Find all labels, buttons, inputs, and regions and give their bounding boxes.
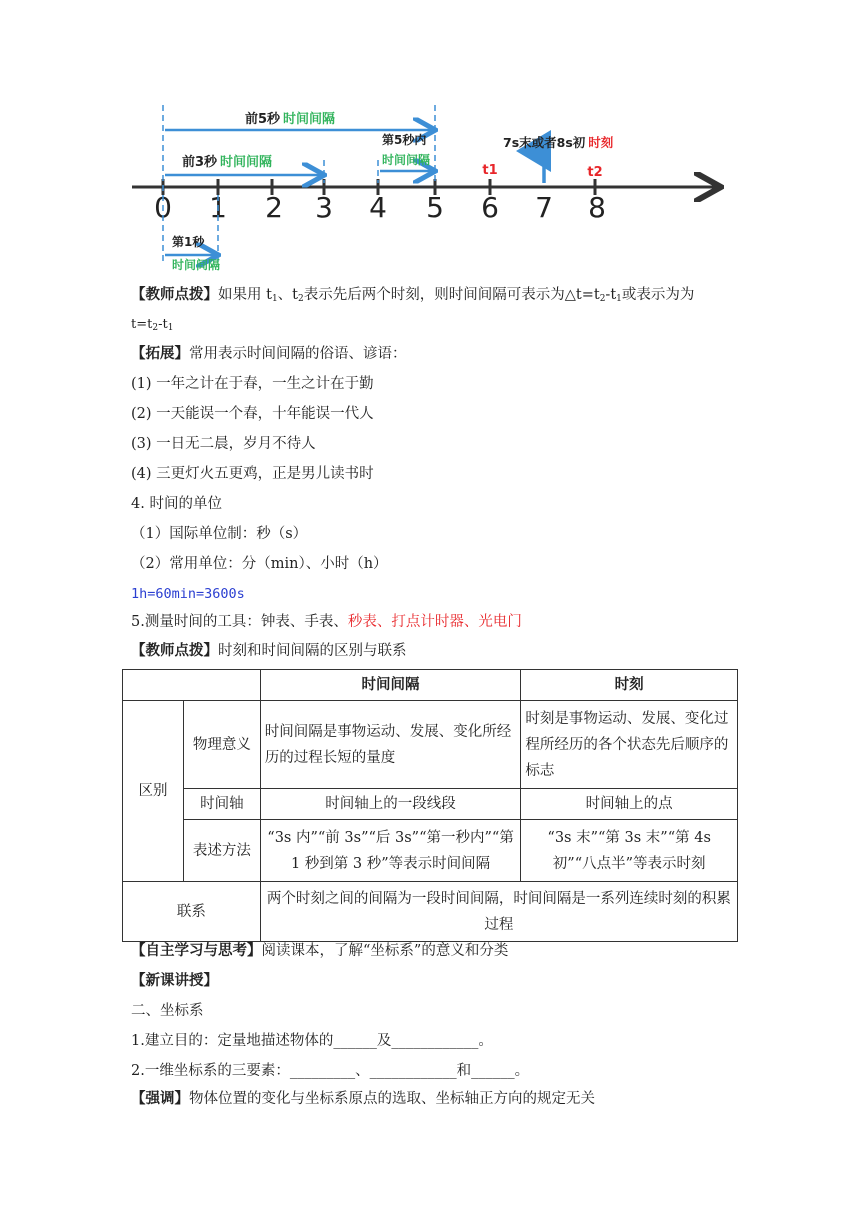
coord-purpose: 1.建立目的：定量地描述物体的______及____________。 [131, 1033, 493, 1049]
first3-interval-word: 时间间隔 [220, 155, 273, 170]
emphasis: 【强调】物体位置的变化与坐标系原点的选取、坐标轴正方向的规定无关 [131, 1090, 595, 1107]
header-moment: 时刻 [521, 670, 738, 701]
units-si: （1）国际单位制：秒（s） [131, 526, 308, 542]
first1-interval-word: 时间间隔 [172, 258, 221, 272]
proverb-item-2: (2) 一天能误一个春，十年能误一代人 [131, 406, 374, 422]
units-common: （2）常用单位：分（min）、小时（h） [131, 556, 388, 572]
first1-label: 第1秒 [172, 235, 205, 249]
comparison-table [122, 669, 738, 942]
proverb-item-4: (4) 三更灯火五更鸡，正是男儿读书时 [131, 466, 374, 482]
axis-number-1: 1 [209, 191, 227, 224]
axis-number-3: 3 [315, 191, 333, 224]
timeline-diagram [120, 95, 730, 280]
svg-text:前5秒时间间隔 [245, 111, 335, 127]
cell-axis-interval: 时间轴上的一段线段 [260, 789, 521, 820]
cell-relation: 两个时刻之间的间隔为一段时间间隔，时间间隔是一系列连续时刻的积累过程 [260, 882, 737, 942]
fifth-interval-word: 时间间隔 [382, 153, 431, 167]
header-interval: 时间间隔 [260, 670, 521, 701]
proverb-item-1: (1) 一年之计在于春，一生之计在于勤 [131, 376, 374, 392]
svg-text:前3秒时间间隔 [182, 154, 272, 170]
row-label-meaning: 物理意义 [183, 701, 260, 789]
teacher-tip-head: 【教师点拨】 [131, 286, 218, 303]
self-study: 【自主学习与思考】阅读课本，了解“坐标系”的意义和分类 [131, 942, 509, 959]
coord-title: 二、坐标系 [131, 1003, 204, 1019]
axis-number-7: 7 [535, 191, 553, 224]
cell-expression-interval: “3s 内”“前 3s”“后 3s”“第一秒内”“第 1 秒到第 3 秒”等表示时间间隔 [260, 820, 521, 882]
coord-elements: 2.一维坐标系的三要素：_________、____________和______。 [131, 1063, 530, 1079]
tools-highlight: 秒表、打点计时器、光电门 [347, 614, 522, 630]
tools-line: 5.测量时间的工具：钟表、手表、秒表、打点计时器、光电门 [131, 614, 522, 630]
moment-word: 时刻 [588, 135, 614, 150]
teacher-tip-1-formula: $t=t_2-t_1$ [131, 317, 174, 333]
cell-expression-moment: “3s 末”“第 3s 末”“第 4s 初”“八点半”等表示时刻 [521, 820, 738, 882]
teacher-tip-2: 【教师点拨】时刻和时间间隔的区别与联系 [131, 642, 407, 659]
row-label-axis: 时间轴 [183, 789, 260, 820]
axis-number-0: 0 [154, 191, 172, 224]
new-lesson-heading: 【新课讲授】 [131, 972, 218, 989]
group-diff: 区别 [123, 701, 184, 882]
expand-heading: 【拓展】常用表示时间间隔的俗语、谚语： [131, 345, 407, 362]
first5-interval-word: 时间间隔 [283, 112, 336, 127]
first5-prefix: 前5秒 [244, 112, 281, 127]
t2-label: t2 [587, 165, 603, 180]
moment-label: 7s末或者8s初 [503, 135, 586, 150]
svg-text:7s末或者8s初时刻 [503, 135, 614, 150]
t1-label: t1 [482, 163, 498, 178]
row-label-expression: 表述方法 [183, 820, 260, 882]
axis-number-8: 8 [588, 191, 606, 224]
cell-meaning-interval: 时间间隔是事物运动、发展、变化所经历的过程长短的量度 [260, 701, 521, 789]
cell-meaning-moment: 时刻是事物运动、发展、变化过程所经历的各个状态先后顺序的标志 [521, 701, 738, 789]
table-corner [123, 670, 261, 701]
axis-number-5: 5 [426, 191, 444, 224]
first3-prefix: 前3秒 [182, 155, 218, 170]
row-label-relation: 联系 [123, 882, 261, 942]
proverb-item-3: (3) 一日无二晨，岁月不待人 [131, 436, 316, 452]
units-title: 4. 时间的单位 [131, 496, 222, 512]
cell-axis-moment: 时间轴上的点 [521, 789, 738, 820]
axis-number-4: 4 [369, 191, 387, 224]
axis-number-2: 2 [265, 191, 283, 224]
teacher-tip-1: 【教师点拨】如果用 $t_1$、$t_2$表示先后两个时刻，则时间间隔可表示为$\triangle t=t_2-t_1$或表示为为 [131, 286, 695, 304]
units-conversion: 1h=60min=3600s [131, 586, 245, 602]
fifth-second-label: 第5秒内 [382, 133, 427, 147]
axis-number-6: 6 [481, 191, 499, 224]
